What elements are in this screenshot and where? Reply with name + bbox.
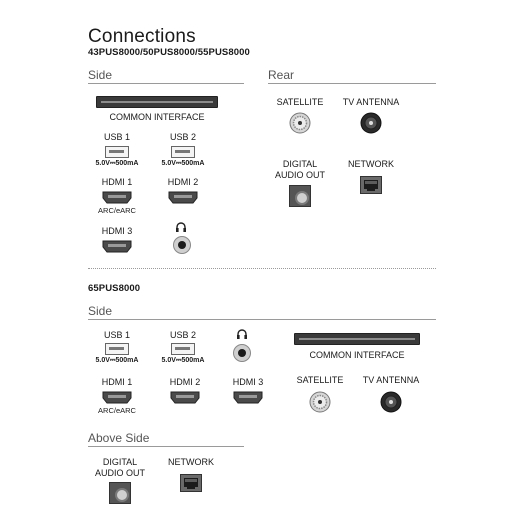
optical-port-icon: [109, 482, 131, 504]
hdmi1-label: HDMI 1: [101, 177, 133, 187]
hdmi-port-icon: [102, 191, 132, 204]
hdmi2-label: HDMI 2: [167, 177, 199, 187]
network-label: NETWORK: [168, 457, 214, 467]
coax-port-icon: [289, 112, 311, 134]
audio-jack-icon: [173, 236, 191, 254]
hdmi3-label: HDMI 3: [232, 377, 264, 387]
usb2-label: USB 2: [169, 330, 196, 340]
model-list-a: 43PUS8000/50PUS8000/55PUS8000: [88, 47, 250, 58]
section-rule: [88, 83, 244, 84]
digital-audio-out-label-1: DIGITAL: [282, 159, 318, 169]
hdmi1-arc-label: ARC/eARC: [98, 406, 136, 415]
satellite-label: SATELLITE: [276, 97, 324, 107]
tv-antenna-label: TV ANTENNA: [342, 97, 400, 107]
hdmi-port-icon: [168, 191, 198, 204]
coax-port-icon: [380, 391, 402, 413]
usb-port-icon: [105, 343, 129, 355]
digital-audio-out-label-2: AUDIO OUT: [94, 468, 145, 478]
digital-audio-out-label-1: DIGITAL: [102, 457, 138, 467]
common-interface-slot-icon: [96, 96, 218, 108]
usb1-rating: 5.0V⎓500mA: [95, 160, 139, 167]
section-rule: [268, 83, 436, 84]
section-divider: [88, 268, 436, 269]
hdmi-port-icon: [233, 391, 263, 404]
hdmi1-label: HDMI 1: [101, 377, 133, 387]
hdmi-port-icon: [102, 240, 132, 253]
section-side: Side: [88, 68, 113, 82]
usb2-rating: 5.0V⎓500mA: [161, 357, 205, 364]
usb-port-icon: [171, 343, 195, 355]
section-rear: Rear: [268, 68, 295, 82]
hdmi3-label: HDMI 3: [101, 226, 133, 236]
section-side-b: Side: [88, 304, 113, 318]
tv-antenna-label: TV ANTENNA: [362, 375, 420, 385]
section-rule: [88, 446, 244, 447]
hdmi-port-icon: [102, 391, 132, 404]
common-interface-label: COMMON INTERFACE: [309, 350, 405, 360]
section-above-side: Above Side: [88, 431, 150, 445]
hdmi-port-icon: [170, 391, 200, 404]
coax-port-icon: [360, 112, 382, 134]
usb1-rating: 5.0V⎓500mA: [95, 357, 139, 364]
common-interface-label: COMMON INTERFACE: [109, 112, 205, 122]
hdmi2-label: HDMI 2: [169, 377, 201, 387]
audio-jack-icon: [233, 344, 251, 362]
model-list-b: 65PUS8000: [88, 283, 141, 294]
headphone-icon: [236, 328, 248, 340]
ethernet-port-icon: [360, 176, 382, 194]
usb-port-icon: [171, 146, 195, 158]
ethernet-port-icon: [180, 474, 202, 492]
usb-port-icon: [105, 146, 129, 158]
headphone-icon: [175, 221, 187, 233]
network-label: NETWORK: [348, 159, 394, 169]
page-title: Connections: [88, 26, 196, 47]
usb1-label: USB 1: [103, 330, 130, 340]
usb2-rating: 5.0V⎓500mA: [161, 160, 205, 167]
satellite-label: SATELLITE: [296, 375, 344, 385]
coax-port-icon: [309, 391, 331, 413]
digital-audio-out-label-2: AUDIO OUT: [274, 170, 325, 180]
section-rule: [88, 319, 436, 320]
usb1-label: USB 1: [103, 132, 130, 142]
hdmi1-arc-label: ARC/eARC: [98, 206, 136, 215]
common-interface-slot-icon: [294, 333, 420, 345]
usb2-label: USB 2: [169, 132, 196, 142]
optical-port-icon: [289, 185, 311, 207]
